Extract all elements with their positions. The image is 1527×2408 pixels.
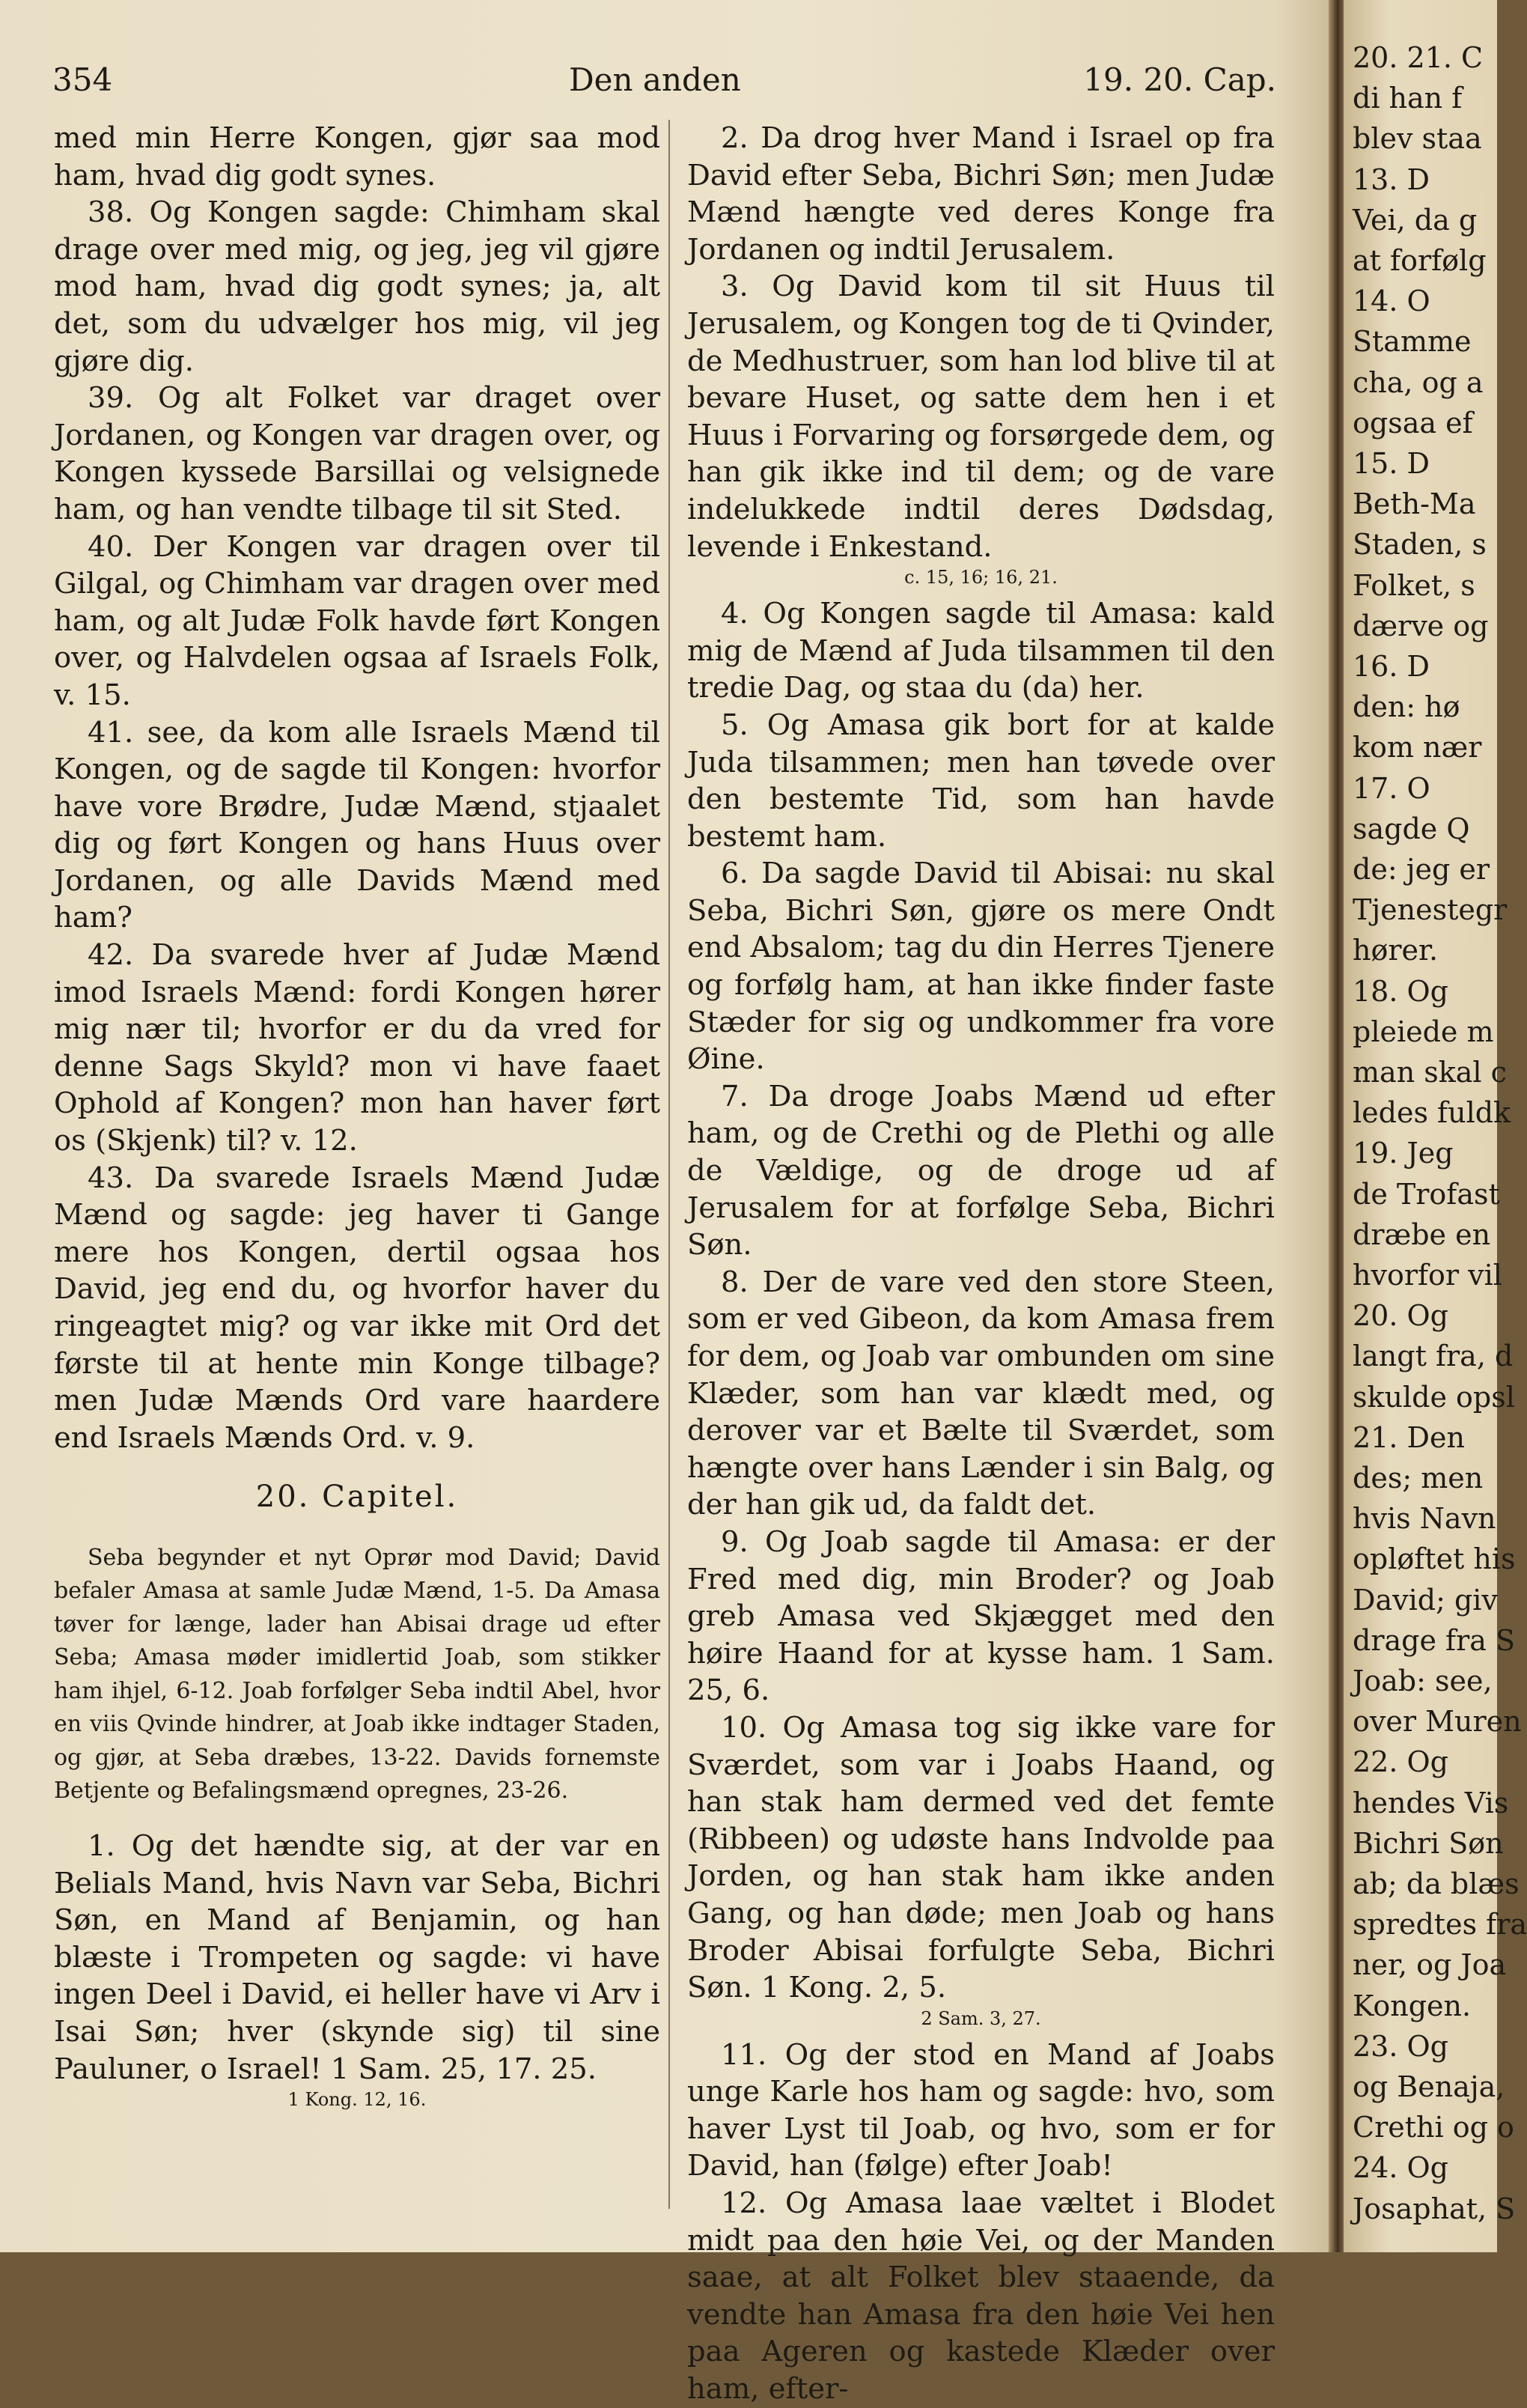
next-page-line: David; giv	[1353, 1583, 1498, 1617]
verse-43: 43. Da svarede Israels Mænd Judæ Mænd og sagde: jeg haver ti Gange mere hos Kongen, dertil ogsaa hos David, jeg end du, og hvorfor haver du ringeagtet mig? og var ikke mit Ord det første til at hente min Konge tilbage? men Judæ Mænds Ord vare haardere end Israels Mænds Ord. v. 9.	[54, 1161, 660, 1455]
next-page-line: 21. Den	[1353, 1420, 1465, 1454]
next-page-line: 24. Og	[1353, 2151, 1448, 2185]
next-page-line: ledes fuldk	[1353, 1096, 1511, 1130]
next-page-line: Staden, s	[1353, 528, 1487, 562]
chapter-reference: 19. 20. Cap.	[1083, 61, 1276, 98]
next-page-line: Stamme	[1353, 325, 1472, 359]
next-page-line: 13. D	[1353, 162, 1430, 196]
next-page-line: skulde opsl	[1353, 1380, 1515, 1414]
verse-8: 8. Der de vare ved den store Steen, som er ved Gibeon, da kom Amasa frem for dem, og Joab var ombunden om sine Klæder, som han var klædt med, og derover var et Bælte til Sværdet, som hængte over hans Lænder i sin Balg, og der han gik ud, da faldt det.	[687, 1265, 1275, 1522]
next-page-line: Josaphat, S	[1353, 2192, 1516, 2225]
next-page-line: pleiede m	[1353, 1015, 1494, 1048]
cross-reference: 2 Sam. 3, 27.	[921, 2007, 1041, 2029]
verse-2: 2. Da drog hver Mand i Israel op fra David efter Seba, Bichri Søn; men Judæ Mænd hængte ved deres Konge fra Jordanen og indtil Jerusalem.	[687, 121, 1275, 267]
verse-7: 7. Da droge Joabs Mænd ud efter ham, og de Crethi og de Plethi og alle de Vældige, og de droge ud af Jerusalem for at forfølge Seba, Bichri Søn.	[687, 1079, 1275, 1262]
next-page-line: 20. 21. C	[1353, 41, 1484, 74]
next-page-line: man skal c	[1353, 1056, 1507, 1089]
verse-42: 42. Da svarede hver af Judæ Mænd imod Israels Mænd: fordi Kongen hører mig nær til; hvorfor er du da vred for denne Sags Skyld? mon vi have faaet Ophold af Kongen? mon han haver ført os (Skjenk) til? v. 12.	[54, 938, 660, 1158]
next-page-line: dræbe en	[1353, 1217, 1491, 1251]
next-page-line: de: jeg er	[1353, 853, 1490, 886]
verse-38: 38. Og Kongen sagde: Chimham skal drage over med mig, og jeg, jeg vil gjøre mod ham, hvad dig godt synes; ja, alt det, som du udvælger hos mig, vil jeg gjøre dig.	[54, 195, 660, 378]
next-page-line: 20. Og	[1353, 1299, 1448, 1333]
next-page-line: Kongen.	[1353, 1989, 1472, 2022]
verse-4: 4. Og Kongen sagde til Amasa: kald mig de Mænd af Juda tilsammen til den tredie Dag, og staa du (da) her.	[687, 597, 1275, 705]
next-page-line: spredtes fra	[1353, 1908, 1527, 1942]
next-page-line: de Trofast	[1353, 1177, 1500, 1211]
next-page-line: Joab: see,	[1353, 1664, 1493, 1697]
next-page-line: sagde Q	[1353, 812, 1470, 845]
next-page-line: Beth-Ma	[1353, 487, 1476, 521]
right-column	[687, 120, 1275, 2408]
next-page-line: hører.	[1353, 934, 1439, 967]
verse-41: 41. see, da kom alle Israels Mænd til Kongen, og de sagde til Kongen: hvorfor have vore Brødre, Judæ Mænd, stjaalet dig og ført Kongen og hans Huus over Jordanen, og alle Davids Mænd med ham?	[54, 715, 660, 935]
next-page-line: og Benaja,	[1353, 2070, 1505, 2103]
next-page-line: 14. O	[1353, 285, 1430, 318]
chapter-summary: Seba begynder et nyt Oprør mod David; David befaler Amasa at samle Judæ Mænd, 1-5. Da Amasa tøver for længe, lader han Abisai drage ud efter Seba; Amasa møder imidlertid Joab, som stikker ham ihjel, 6-12. Joab forfølger Seba indtil Abel, hvor en viis Qvinde hindrer, at Joab ikke indtager Staden, og gjør, at Seba dræbes, 13-22. Davids fornemste Betjente og Befalingsmænd opregnes, 23-26.	[54, 1544, 660, 1805]
verse-6: 6. Da sagde David til Abisai: nu skal Seba, Bichri Søn, gjøre os mere Ondt end Absalom; tag du din Herres Tjenere og forfølg ham, at han ikke finder faste Stæder for sig og undkommer fra vore Øine.	[687, 857, 1275, 1077]
next-page-line: 23. Og	[1353, 2029, 1448, 2063]
next-page-line: drage fra S	[1353, 1623, 1516, 1657]
next-page-line: cha, og a	[1353, 365, 1484, 399]
column-divider	[668, 120, 670, 2209]
verse-40: 40. Der Kongen var dragen over til Gilgal, og Chimham var dragen over med ham, og alt Judæ Folk havde ført Kongen over, og Halvdelen ogsaa af Israels Folk, v. 15.	[54, 529, 660, 712]
next-page-line: hvorfor vil	[1353, 1259, 1502, 1292]
next-page-line: dærve og	[1353, 609, 1489, 642]
next-page-line: blev staa	[1353, 122, 1482, 156]
continued-verse: med min Herre Kongen, gjør saa mod ham, hvad dig godt synes.	[54, 121, 660, 192]
next-page-line: des; men	[1353, 1462, 1484, 1495]
next-page-line: Vei, da g	[1353, 203, 1478, 237]
next-page-line: Tjenestegr	[1353, 893, 1508, 927]
next-page-line: 18. Og	[1353, 974, 1448, 1008]
next-page-line: Bichri Søn	[1353, 1826, 1504, 1860]
left-column	[54, 120, 660, 2117]
book-gutter	[1329, 0, 1344, 2252]
next-page-line: 15. D	[1353, 447, 1430, 480]
next-page-line: at forfølg	[1353, 244, 1487, 277]
next-page-line: 19. Jeg	[1353, 1137, 1454, 1170]
next-page-line: 17. O	[1353, 771, 1430, 805]
cross-reference: 1 Kong. 12, 16.	[287, 2089, 427, 2111]
running-title: Den anden	[569, 61, 741, 98]
next-page-line: Crethi og o	[1353, 2111, 1514, 2144]
chapter-heading: 20. Capitel.	[255, 1480, 459, 1515]
verse-1: 1. Og det hændte sig, at der var en Belials Mand, hvis Navn var Seba, Bichri Søn, en Mand af Benjamin, og han blæste i Trompeten og sagde: vi have ingen Deel i David, ei heller have vi Arv i Isai Søn; hver (skynde sig) til sine Pauluner, o Israel! 1 Sam. 25, 17. 25.	[54, 1828, 660, 2086]
next-page-line: hvis Navn	[1353, 1502, 1496, 1536]
book-page-right-edge	[1344, 0, 1527, 2252]
next-page-line: Folket, s	[1353, 568, 1475, 602]
verse-9: 9. Og Joab sagde til Amasa: er der Fred med dig, min Broder? og Joab greb Amasa ved Skjægget med den høire Haand for at kysse ham. 1 Sam. 25, 6.	[687, 1524, 1275, 1708]
next-page-line: 22. Og	[1353, 1745, 1448, 1779]
next-page-line: ner, og Joa	[1353, 1948, 1507, 1982]
running-header	[52, 61, 1276, 106]
next-page-line: opløftet his	[1353, 1542, 1516, 1576]
verse-5: 5. Og Amasa gik bort for at kalde Juda tilsammen; men han tøvede over den bestemte Tid, som han havde bestemt ham.	[687, 708, 1275, 854]
page-number: 354	[52, 61, 113, 98]
verse-10: 10. Og Amasa tog sig ikke vare for Sværdet, som var i Joabs Haand, og han stak ham dermed ved det femte (Ribbeen) og udøste hans Indvolde paa Jorden, og han stak ham ikke anden Gang, og han døde; men Joab og hans Broder Abisai forfulgte Seba, Bichri Søn. 1 Kong. 2, 5.	[687, 1710, 1275, 2005]
next-page-line: den: hø	[1353, 690, 1460, 724]
next-page-line: di han f	[1353, 82, 1463, 115]
next-page-line: over Muren	[1353, 1705, 1522, 1739]
next-page-line: ab; da blæs	[1353, 1867, 1520, 1900]
cross-reference: c. 15, 16; 16, 21.	[904, 567, 1058, 589]
next-page-line: 16. D	[1353, 650, 1430, 683]
next-page-line: ogsaa ef	[1353, 406, 1473, 440]
verse-39: 39. Og alt Folket var draget over Jordanen, og Kongen var dragen over, og Kongen kyssede Barsillai og velsignede ham, og han vendte tilbage til sit Sted.	[54, 381, 660, 526]
next-page-line: langt fra, d	[1353, 1340, 1514, 1373]
verse-12: 12. Og Amasa laae væltet i Blodet midt paa den høie Vei, og der Manden saae, at alt Folket blev staaende, da vendte han Amasa fra den høie Vei hen paa Ageren og kastede Klæder over ham, efter-	[687, 2186, 1275, 2407]
verse-11: 11. Og der stod en Mand af Joabs unge Karle hos ham og sagde: hvo, som haver Lyst til Joab, og hvo, som er for David, han (følge) efter Joab!	[687, 2037, 1275, 2183]
verse-3: 3. Og David kom til sit Huus til Jerusalem, og Kongen tog de ti Qvinder, de Medhustruer, som han lod blive til at bevare Huset, og satte dem hen i et Huus i Forvaring og forsørgede dem, og han gik ikke ind til dem; og de vare indelukkede indtil deres Dødsdag, levende i Enkestand.	[687, 270, 1275, 564]
next-page-line: kom nær	[1353, 731, 1482, 764]
next-page-line: hendes Vis	[1353, 1786, 1509, 1819]
